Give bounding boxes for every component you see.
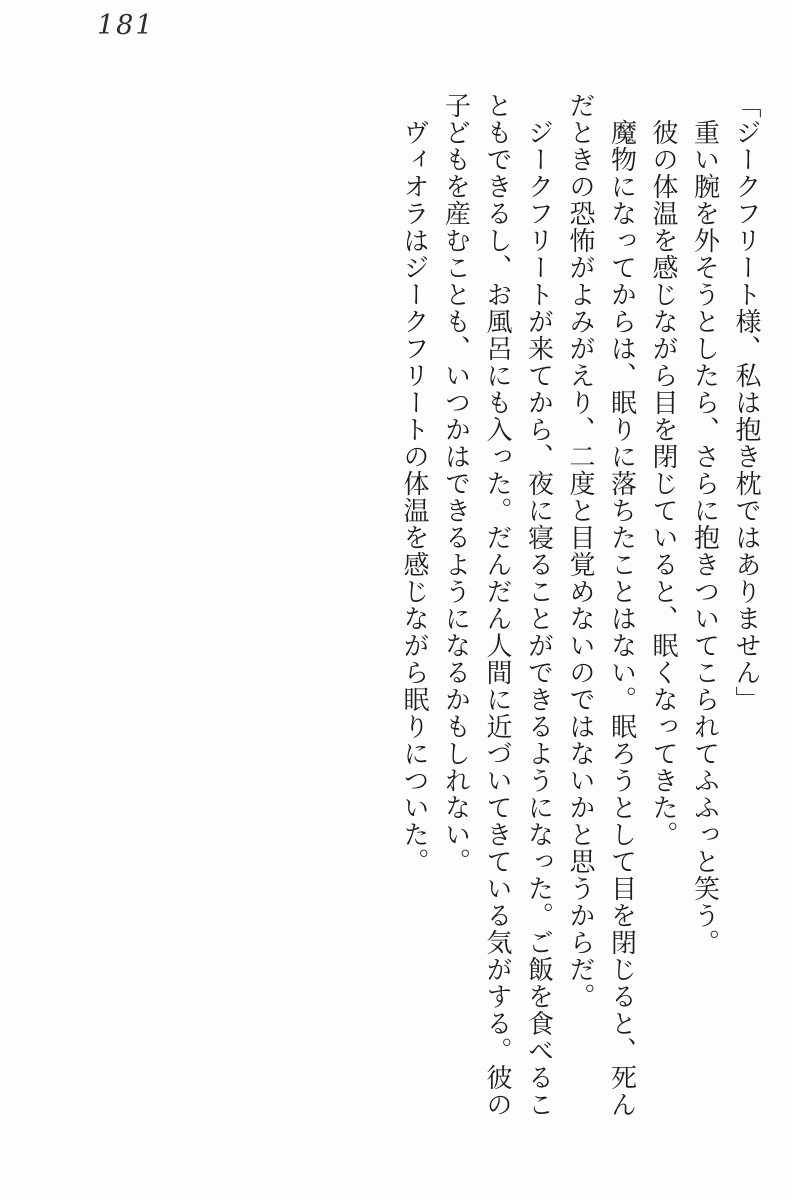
text-line: ジークフリートが来てから、夜に寝ることができるようになった。ご飯を食べるこ [523, 119, 554, 1118]
text-line: 彼の体温を感じながら目を閉じていると、眠くなってきた。 [648, 119, 678, 848]
text-line: だときの恐怖がよみがえり、二度と目覚めないのではないかと思うからだ。 [565, 92, 595, 1010]
text-line: ともできるし、お風呂にも入った。だんだん人間に近づいてきている気がする。彼の [482, 92, 512, 1118]
text-line: 重い腕を外そうとしたら、さらに抱きついてこられてふふっと笑う。 [689, 119, 720, 956]
page-number: 181 [97, 10, 155, 41]
text-line: 子どもを産むことも、いつかはできるようになるかもしれない。 [440, 92, 471, 875]
text-line: ヴィオラはジークフリートの体温を感じながら眠りについた。 [399, 119, 429, 875]
text-line: 「ジークフリート様、私は抱き枕ではありません」 [731, 92, 761, 713]
text-line: 魔物になってからは、眠りに落ちたことはない。眠ろうとして目を閉じると、死ん [606, 119, 637, 1118]
text-block [393, 92, 767, 1134]
